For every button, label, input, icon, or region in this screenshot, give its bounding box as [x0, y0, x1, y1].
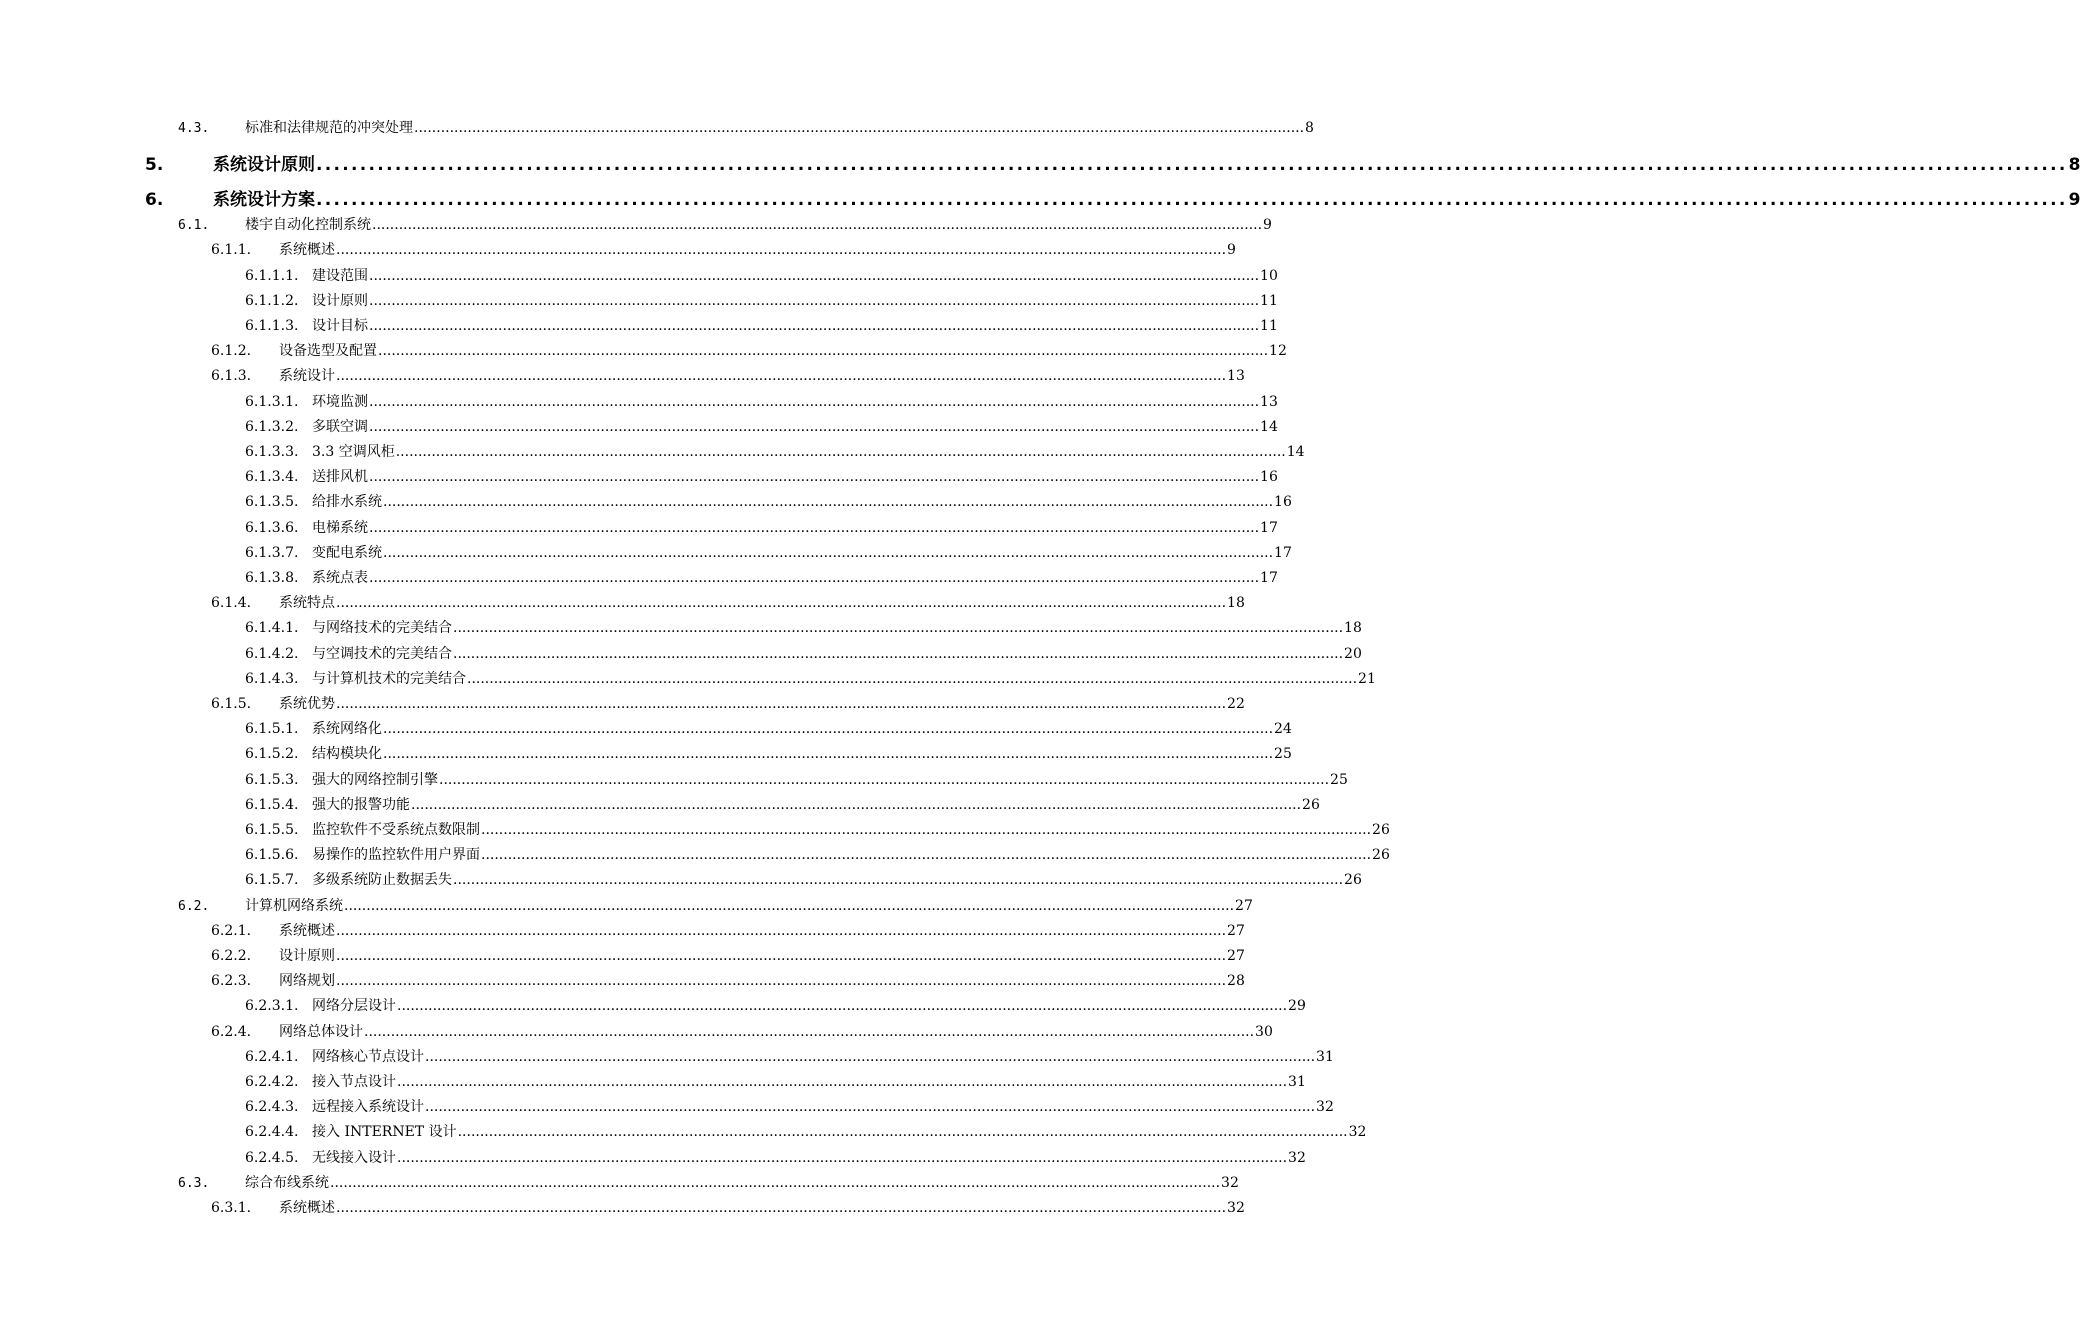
toc-entry-page: 18 — [1227, 595, 1245, 612]
toc-entry[interactable] — [245, 1123, 1367, 1141]
toc-entry-number: 6.1.3.1. — [245, 393, 299, 410]
toc-entry[interactable] — [211, 922, 1245, 940]
toc-leader-dots: ........................................................................................................................................................................................................ — [397, 1074, 1288, 1090]
toc-entry-number: 6.1.5.6. — [245, 847, 299, 864]
toc-entry-page: 17 — [1260, 570, 1278, 586]
toc-entry-number: 6.1.4.1. — [245, 620, 299, 637]
toc-entry-number: 6.3. — [178, 1175, 210, 1191]
toc-entry-title: 与空调技术的完美结合 — [312, 645, 452, 662]
toc-entry-title: 网络总体设计 — [279, 1023, 363, 1040]
toc-entry-title: 网络核心节点设计 — [312, 1048, 424, 1065]
toc-entry[interactable] — [211, 947, 1245, 965]
toc-entry[interactable] — [178, 119, 1314, 138]
toc-entry[interactable] — [211, 367, 1245, 385]
toc-entry[interactable] — [245, 846, 1390, 864]
toc-entry-title: 系统设计方案 — [213, 190, 315, 211]
toc-entry-number: 6.1.4. — [211, 595, 252, 612]
toc-entry[interactable] — [245, 619, 1362, 637]
toc-entry-number: 6.2.4.3. — [245, 1099, 299, 1116]
toc-entry-page: 25 — [1330, 771, 1348, 788]
toc-entry-page: 26 — [1372, 847, 1390, 864]
toc-entry-number: 4.3. — [178, 121, 210, 136]
toc-leader-dots: ........................................................................................................................................................................................................ — [397, 998, 1288, 1015]
toc-entry-page: 27 — [1227, 948, 1245, 964]
toc-entry-title: 系统网络化 — [312, 721, 382, 738]
toc-entry-page: 14 — [1260, 418, 1278, 435]
toc-entry-title: 建设范围 — [312, 267, 368, 284]
toc-entry-number: 6.1.5.7. — [245, 872, 299, 889]
toc-entry-page: 32 — [1227, 1200, 1245, 1216]
toc-leader-dots: ........................................................................................................................................................................................................ — [481, 847, 1372, 864]
toc-leader-dots: ........................................................................................................................................................................................................ — [369, 292, 1260, 309]
toc-entry[interactable] — [211, 972, 1245, 990]
toc-entry-page: 9 — [2068, 190, 2080, 211]
toc-entry-page: 16 — [1260, 469, 1278, 486]
toc-entry-title: 与计算机技术的完美结合 — [312, 670, 466, 687]
toc-leader-dots: ........................................................................................................................................................................................................ — [369, 318, 1260, 334]
toc-entry[interactable] — [245, 468, 1278, 486]
toc-entry-page: 20 — [1344, 645, 1362, 662]
toc-entry-number: 6.2.3.1. — [245, 998, 299, 1015]
toc-entry-title: 综合布线系统 — [245, 1174, 329, 1191]
toc-leader-dots: ........................................................................................................................................................................................................ — [369, 519, 1260, 536]
toc-entry-title: 多联空调 — [312, 418, 368, 435]
toc-entry-number: 6.2.4.5. — [245, 1149, 299, 1166]
toc-leader-dots: ........................................................................................................................................................................................................ — [453, 872, 1344, 889]
toc-leader-dots: ........................................................................................................................................................................................................ — [425, 1048, 1316, 1065]
toc-entry-title: 系统优势 — [279, 696, 335, 712]
toc-entry-number: 6.2.4.4. — [245, 1124, 299, 1141]
toc-entry-title: 系统设计 — [279, 368, 335, 385]
toc-entry-page: 24 — [1274, 721, 1292, 738]
toc-entry-title: 系统概述 — [279, 1200, 335, 1216]
toc-entry[interactable] — [211, 342, 1287, 360]
toc-entry-page: 18 — [1344, 620, 1362, 637]
toc-leader-dots: ........................................................................................................................................................................................................ — [344, 897, 1235, 914]
toc-entry-title: 结构模块化 — [312, 746, 382, 763]
toc-entry-title: 变配电系统 — [312, 544, 382, 561]
toc-entry-title: 标准和法律规范的冲突处理 — [245, 120, 413, 136]
toc-leader-dots: ........................................................................................................................................................................................................ — [316, 155, 2068, 176]
toc-leader-dots: ........................................................................................................................................................................................................ — [369, 469, 1260, 486]
toc-entry-page: 14 — [1286, 444, 1305, 460]
toc-entry[interactable] — [245, 871, 1362, 889]
toc-entry-title: 网络规划 — [279, 973, 335, 990]
toc-entry-title: 系统设计原则 — [213, 155, 315, 176]
toc-entry-page: 12 — [1269, 343, 1287, 360]
toc-entry-number: 6.1.5.3. — [245, 771, 299, 788]
toc-leader-dots: ........................................................................................................................................................................................................ — [467, 670, 1358, 687]
toc-entry-page: 30 — [1255, 1023, 1273, 1040]
toc-leader-dots: ........................................................................................................................................................................................................ — [383, 746, 1274, 763]
toc-entry-page: 11 — [1260, 318, 1278, 334]
toc-entry[interactable] — [245, 1149, 1306, 1167]
toc-entry[interactable] — [145, 154, 2080, 176]
toc-entry-number: 6.3.1. — [211, 1200, 252, 1216]
toc-entry-page: 17 — [1274, 544, 1292, 561]
toc-entry[interactable] — [245, 771, 1348, 789]
toc-entry-title: 网络分层设计 — [312, 998, 396, 1015]
toc-entry-page: 29 — [1288, 998, 1306, 1015]
toc-entry-number: 6.2.4. — [211, 1023, 252, 1040]
toc-entry[interactable] — [245, 418, 1278, 436]
toc-entry-title: 楼宇自动化控制系统 — [245, 217, 371, 234]
toc-entry[interactable] — [245, 519, 1278, 537]
toc-entry-title: 3.3 空调风柜 — [312, 444, 395, 460]
toc-leader-dots: ........................................................................................................................................................................................................ — [439, 771, 1330, 788]
toc-entry-number: 6.2.1. — [211, 922, 252, 939]
toc-entry-number: 6.1.5. — [211, 696, 252, 712]
toc-entry-page: 13 — [1260, 393, 1278, 410]
toc-leader-dots: ........................................................................................................................................................................................................ — [336, 922, 1227, 939]
toc-entry-number: 6.1.3.8. — [245, 570, 299, 586]
toc-entry-number: 6.1.1.1. — [245, 267, 299, 284]
toc-entry-number: 6.2.4.1. — [245, 1048, 299, 1065]
toc-leader-dots: ........................................................................................................................................................................................................ — [336, 368, 1227, 385]
toc-entry-page: 31 — [1316, 1048, 1334, 1065]
toc-entry-title: 无线接入设计 — [312, 1149, 396, 1166]
toc-entry-title: 接入 INTERNET 设计 — [312, 1124, 457, 1141]
toc-entry[interactable] — [211, 1023, 1273, 1041]
toc-leader-dots: ........................................................................................................................................................................................................ — [372, 217, 1263, 234]
toc-entry-title: 设计原则 — [279, 948, 335, 964]
toc-entry[interactable] — [211, 695, 1245, 713]
toc-entry[interactable] — [245, 1098, 1334, 1116]
toc-leader-dots: ........................................................................................................................................................................................................ — [369, 418, 1260, 435]
toc-entry-number: 5. — [145, 155, 164, 176]
toc-entry-page: 16 — [1274, 494, 1292, 511]
toc-entry-number: 6.1.3.4. — [245, 469, 299, 486]
toc-entry-page: 17 — [1260, 519, 1278, 536]
toc-entry[interactable] — [178, 216, 1272, 235]
toc-entry-page: 31 — [1288, 1074, 1306, 1090]
toc-leader-dots: ........................................................................................................................................................................................................ — [453, 620, 1344, 637]
toc-leader-dots: ........................................................................................................................................................................................................ — [330, 1174, 1221, 1191]
toc-leader-dots: ........................................................................................................................................................................................................ — [336, 696, 1227, 712]
toc-leader-dots: ........................................................................................................................................................................................................ — [397, 1149, 1288, 1166]
toc-entry-page: 27 — [1235, 897, 1253, 914]
toc-leader-dots: ........................................................................................................................................................................................................ — [336, 1200, 1227, 1216]
toc-entry[interactable] — [245, 267, 1278, 285]
toc-entry-page: 28 — [1227, 973, 1245, 990]
toc-entry-number: 6.1.3.7. — [245, 544, 299, 561]
toc-entry-number: 6.1.2. — [211, 343, 252, 360]
toc-entry-page: 22 — [1227, 696, 1245, 712]
toc-entry[interactable] — [245, 569, 1278, 587]
toc-entry-number: 6.1.4.3. — [245, 670, 299, 687]
toc-entry-title: 系统点表 — [312, 570, 368, 586]
toc-entry-page: 9 — [1227, 242, 1236, 259]
toc-leader-dots: ........................................................................................................................................................................................................ — [395, 444, 1286, 460]
toc-entry-title: 多级系统防止数据丢失 — [312, 872, 452, 889]
toc-entry-page: 25 — [1274, 746, 1292, 763]
toc-entry[interactable] — [245, 292, 1278, 310]
toc-entry-page: 27 — [1227, 922, 1245, 939]
toc-leader-dots: ........................................................................................................................................................................................................ — [378, 343, 1269, 360]
toc-leader-dots: ........................................................................................................................................................................................................ — [364, 1023, 1255, 1040]
toc-entry-number: 6.1.3.3. — [245, 444, 299, 460]
toc-entry-number: 6.2.4.2. — [245, 1074, 299, 1090]
toc-entry[interactable] — [245, 997, 1306, 1015]
toc-entry-page: 21 — [1358, 670, 1376, 687]
toc-entry-number: 6.1.5.1. — [245, 721, 299, 738]
toc-leader-dots: ........................................................................................................................................................................................................ — [369, 267, 1260, 284]
toc-entry[interactable] — [245, 393, 1278, 411]
toc-entry-number: 6.1.1. — [211, 242, 252, 259]
toc-entry-page: 26 — [1344, 872, 1362, 889]
toc-entry-number: 6.1.3.6. — [245, 519, 299, 536]
toc-entry-title: 设计目标 — [312, 318, 368, 334]
toc-leader-dots: ........................................................................................................................................................................................................ — [336, 973, 1227, 990]
toc-entry[interactable] — [178, 1174, 1239, 1193]
toc-entry-page: 26 — [1372, 822, 1390, 838]
toc-leader-dots: ........................................................................................................................................................................................................ — [383, 721, 1274, 738]
toc-entry-title: 给排水系统 — [312, 494, 382, 511]
toc-entry-page: 32 — [1316, 1099, 1334, 1116]
toc-entry-number: 6.1.5.4. — [245, 796, 299, 813]
toc-entry-number: 6.1.3.2. — [245, 418, 299, 435]
toc-entry-page: 10 — [1260, 267, 1278, 284]
toc-entry-title: 计算机网络系统 — [245, 897, 343, 914]
toc-entry-page: 13 — [1227, 368, 1245, 385]
toc-leader-dots: ........................................................................................................................................................................................................ — [316, 190, 2068, 211]
toc-entry-title: 环境监测 — [312, 393, 368, 410]
toc-entry[interactable] — [245, 821, 1390, 839]
toc-entry[interactable] — [245, 544, 1292, 562]
toc-entry-number: 6.1. — [178, 218, 210, 234]
toc-leader-dots: ........................................................................................................................................................................................................ — [369, 570, 1260, 586]
toc-leader-dots: ........................................................................................................................................................................................................ — [336, 242, 1227, 259]
toc-entry-title: 强大的网络控制引擎 — [312, 771, 438, 788]
toc-leader-dots: ........................................................................................................................................................................................................ — [457, 1124, 1348, 1141]
toc-entry[interactable] — [245, 443, 1305, 461]
toc-entry-number: 6. — [145, 190, 164, 211]
toc-entry-title: 系统概述 — [279, 922, 335, 939]
toc-entry[interactable] — [178, 897, 1253, 916]
toc-entry-number: 6.2.3. — [211, 973, 252, 990]
toc-entry[interactable] — [245, 670, 1376, 688]
toc-entry-title: 监控软件不受系统点数限制 — [312, 822, 480, 838]
toc-entry-number: 6.1.5.5. — [245, 822, 299, 838]
toc-entry[interactable] — [211, 594, 1245, 612]
toc-entry-page: 32 — [1288, 1149, 1306, 1166]
toc-entry[interactable] — [211, 1199, 1245, 1217]
toc-entry-number: 6.2. — [178, 898, 210, 914]
toc-leader-dots: ........................................................................................................................................................................................................ — [336, 595, 1227, 612]
toc-entry[interactable] — [245, 645, 1362, 663]
toc-entry-title: 强大的报警功能 — [312, 796, 410, 813]
toc-entry[interactable] — [245, 1073, 1306, 1091]
toc-entry-title: 远程接入系统设计 — [312, 1099, 424, 1116]
toc-entry-page: 8 — [1305, 120, 1314, 136]
toc-leader-dots: ........................................................................................................................................................................................................ — [383, 544, 1274, 561]
toc-entry[interactable] — [245, 317, 1278, 335]
toc-entry[interactable] — [145, 189, 2080, 211]
toc-entry-page: 9 — [1263, 217, 1272, 234]
toc-entry-number: 6.1.4.2. — [245, 645, 299, 662]
toc-leader-dots: ........................................................................................................................................................................................................ — [411, 796, 1302, 813]
toc-entry-number: 6.1.3. — [211, 368, 252, 385]
toc-entry-title: 设备选型及配置 — [279, 343, 377, 360]
toc-entry[interactable] — [245, 796, 1320, 814]
toc-entry-page: 11 — [1260, 292, 1278, 309]
toc-entry-title: 接入节点设计 — [312, 1074, 396, 1090]
toc-entry[interactable] — [245, 1048, 1334, 1066]
toc-entry-number: 6.1.5.2. — [245, 746, 299, 763]
toc-entry-number: 6.1.1.2. — [245, 292, 299, 309]
toc-entry-title: 系统特点 — [279, 595, 335, 612]
toc-entry-page: 8 — [2068, 155, 2080, 176]
toc-entry-page: 32 — [1348, 1124, 1367, 1141]
toc-entry[interactable] — [245, 745, 1292, 763]
toc-leader-dots: ........................................................................................................................................................................................................ — [369, 393, 1260, 410]
toc-entry-page: 26 — [1302, 796, 1320, 813]
toc-leader-dots: ........................................................................................................................................................................................................ — [383, 494, 1274, 511]
toc-entry-title: 易操作的监控软件用户界面 — [312, 847, 480, 864]
toc-entry-page: 32 — [1221, 1174, 1239, 1191]
toc-entry-number: 6.2.2. — [211, 948, 252, 964]
toc-entry-title: 与网络技术的完美结合 — [312, 620, 452, 637]
toc-entry-title: 设计原则 — [312, 292, 368, 309]
toc-leader-dots: ........................................................................................................................................................................................................ — [336, 948, 1227, 964]
toc-entry-number: 6.1.1.3. — [245, 318, 299, 334]
toc-leader-dots: ........................................................................................................................................................................................................ — [481, 822, 1372, 838]
toc-leader-dots: ........................................................................................................................................................................................................ — [453, 645, 1344, 662]
toc-entry[interactable] — [245, 720, 1292, 738]
toc-entry-number: 6.1.3.5. — [245, 494, 299, 511]
toc-leader-dots: ........................................................................................................................................................................................................ — [425, 1099, 1316, 1116]
toc-entry-title: 系统概述 — [279, 242, 335, 259]
toc-leader-dots: ........................................................................................................................................................................................................ — [414, 120, 1305, 136]
toc-entry-title: 送排风机 — [312, 469, 368, 486]
toc-entry[interactable] — [211, 241, 1236, 259]
toc-entry-title: 电梯系统 — [312, 519, 368, 536]
toc-entry[interactable] — [245, 493, 1292, 511]
